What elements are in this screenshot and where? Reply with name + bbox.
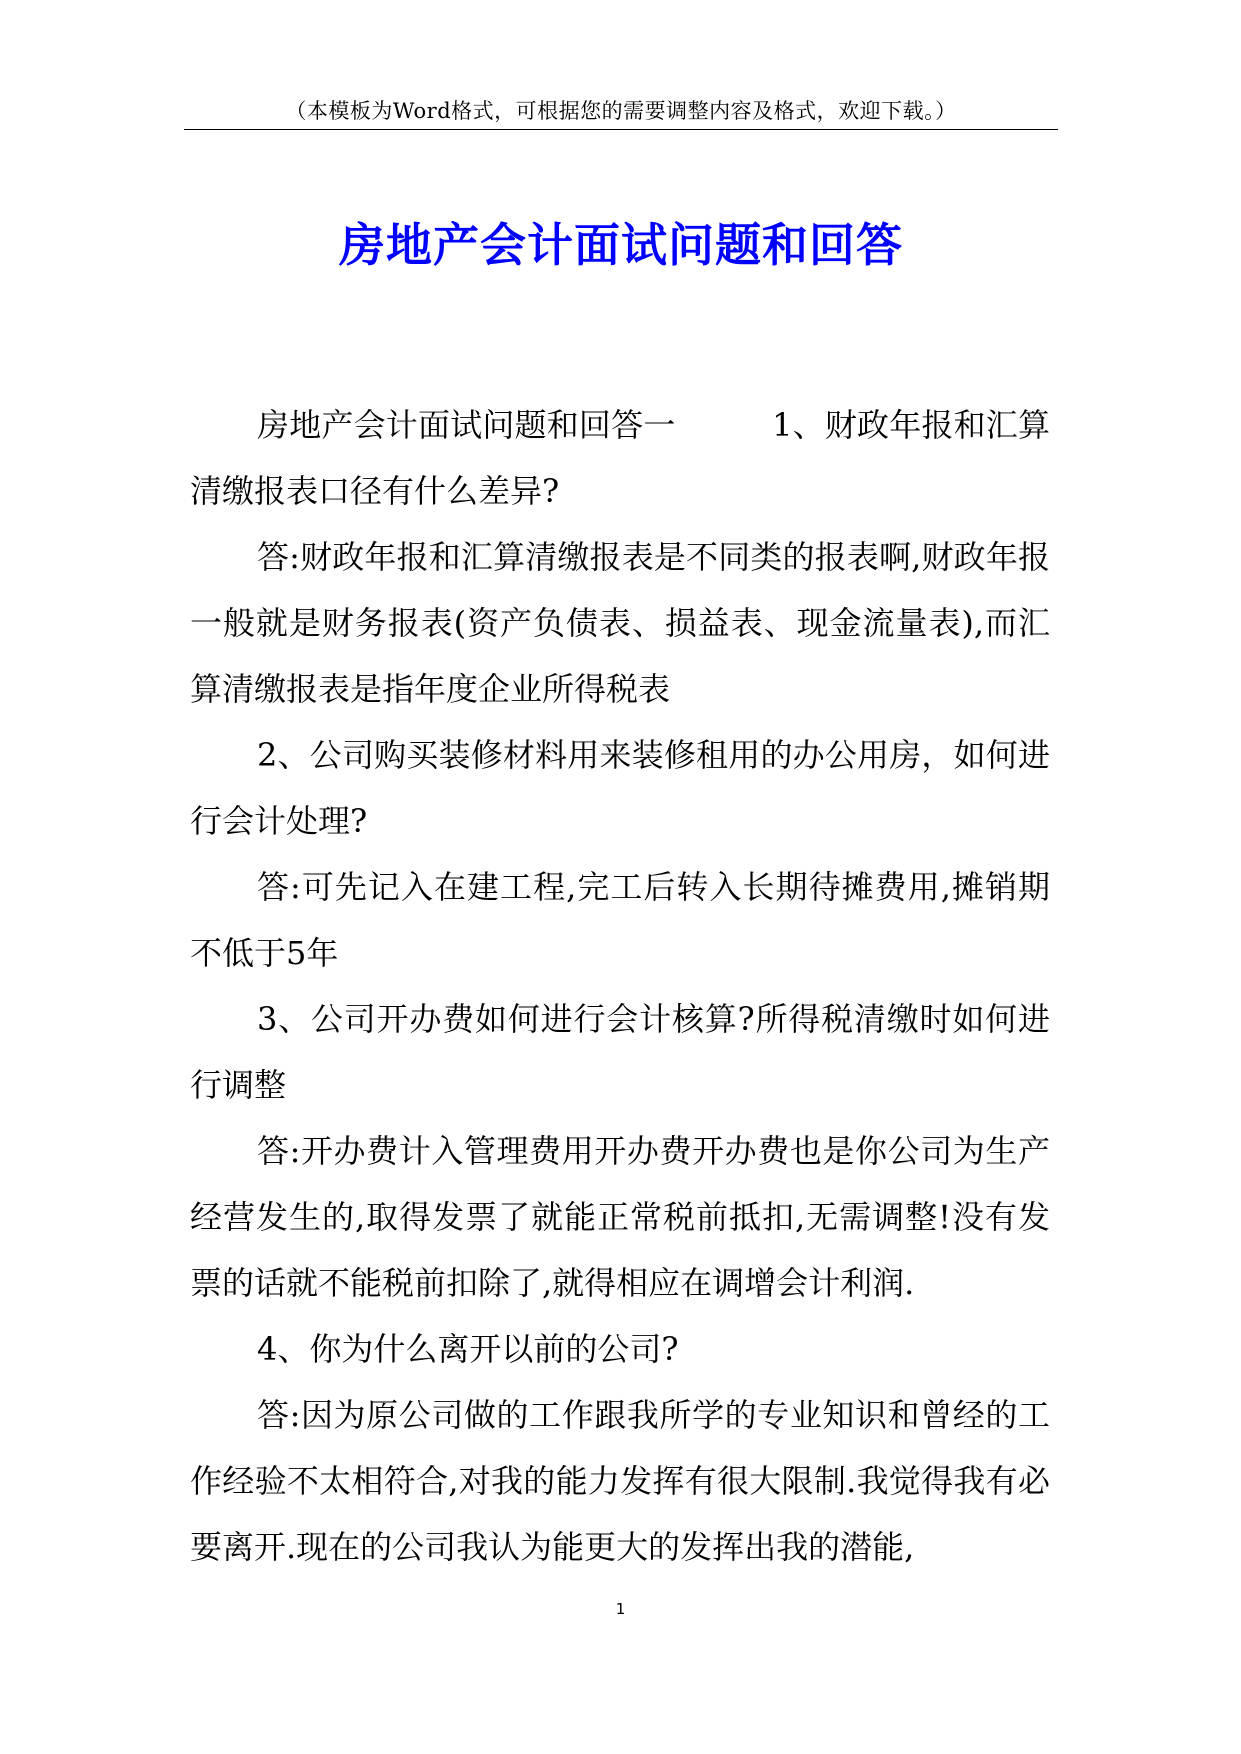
document-body [190, 392, 1050, 1580]
paragraph-a3: 答:开办费计入管理费用开办费开办费也是你公司为生产经营发生的,取得发票了就能正常税前抵扣,无需调整!没有发票的话就不能税前扣除了,就得相应在调增会计利润. [190, 1132, 1050, 1302]
paragraph-q4: 4、你为什么离开以前的公司? [257, 1330, 679, 1368]
document-title: 房地产会计面试问题和回答 [339, 218, 903, 272]
paragraph-q3: 3、公司开办费如何进行会计核算?所得税清缴时如何进行调整 [190, 1000, 1050, 1104]
paragraph-q1: 房地产会计面试问题和回答一 1、财政年报和汇算清缴报表口径有什么差异? [190, 406, 1050, 510]
page-number: 1 [615, 1600, 626, 1618]
paragraph-q2: 2、公司购买装修材料用来装修租用的办公用房，如何进行会计处理? [190, 736, 1050, 840]
paragraph-a4: 答:因为原公司做的工作跟我所学的专业知识和曾经的工作经验不太相符合,对我的能力发挥有很大限制.我觉得我有必要离开.现在的公司我认为能更大的发挥出我的潜能, [190, 1396, 1050, 1566]
paragraph-a2: 答:可先记入在建工程,完工后转入长期待摊费用,摊销期不低于5年 [190, 868, 1050, 972]
header-note: （本模板为Word格式，可根据您的需要调整内容及格式，欢迎下载。） [285, 99, 957, 123]
header-divider [184, 129, 1058, 130]
paragraph-a1: 答:财政年报和汇算清缴报表是不同类的报表啊,财政年报一般就是财务报表(资产负债表、损益表、现金流量表),而汇算清缴报表是指年度企业所得税表 [190, 538, 1050, 708]
